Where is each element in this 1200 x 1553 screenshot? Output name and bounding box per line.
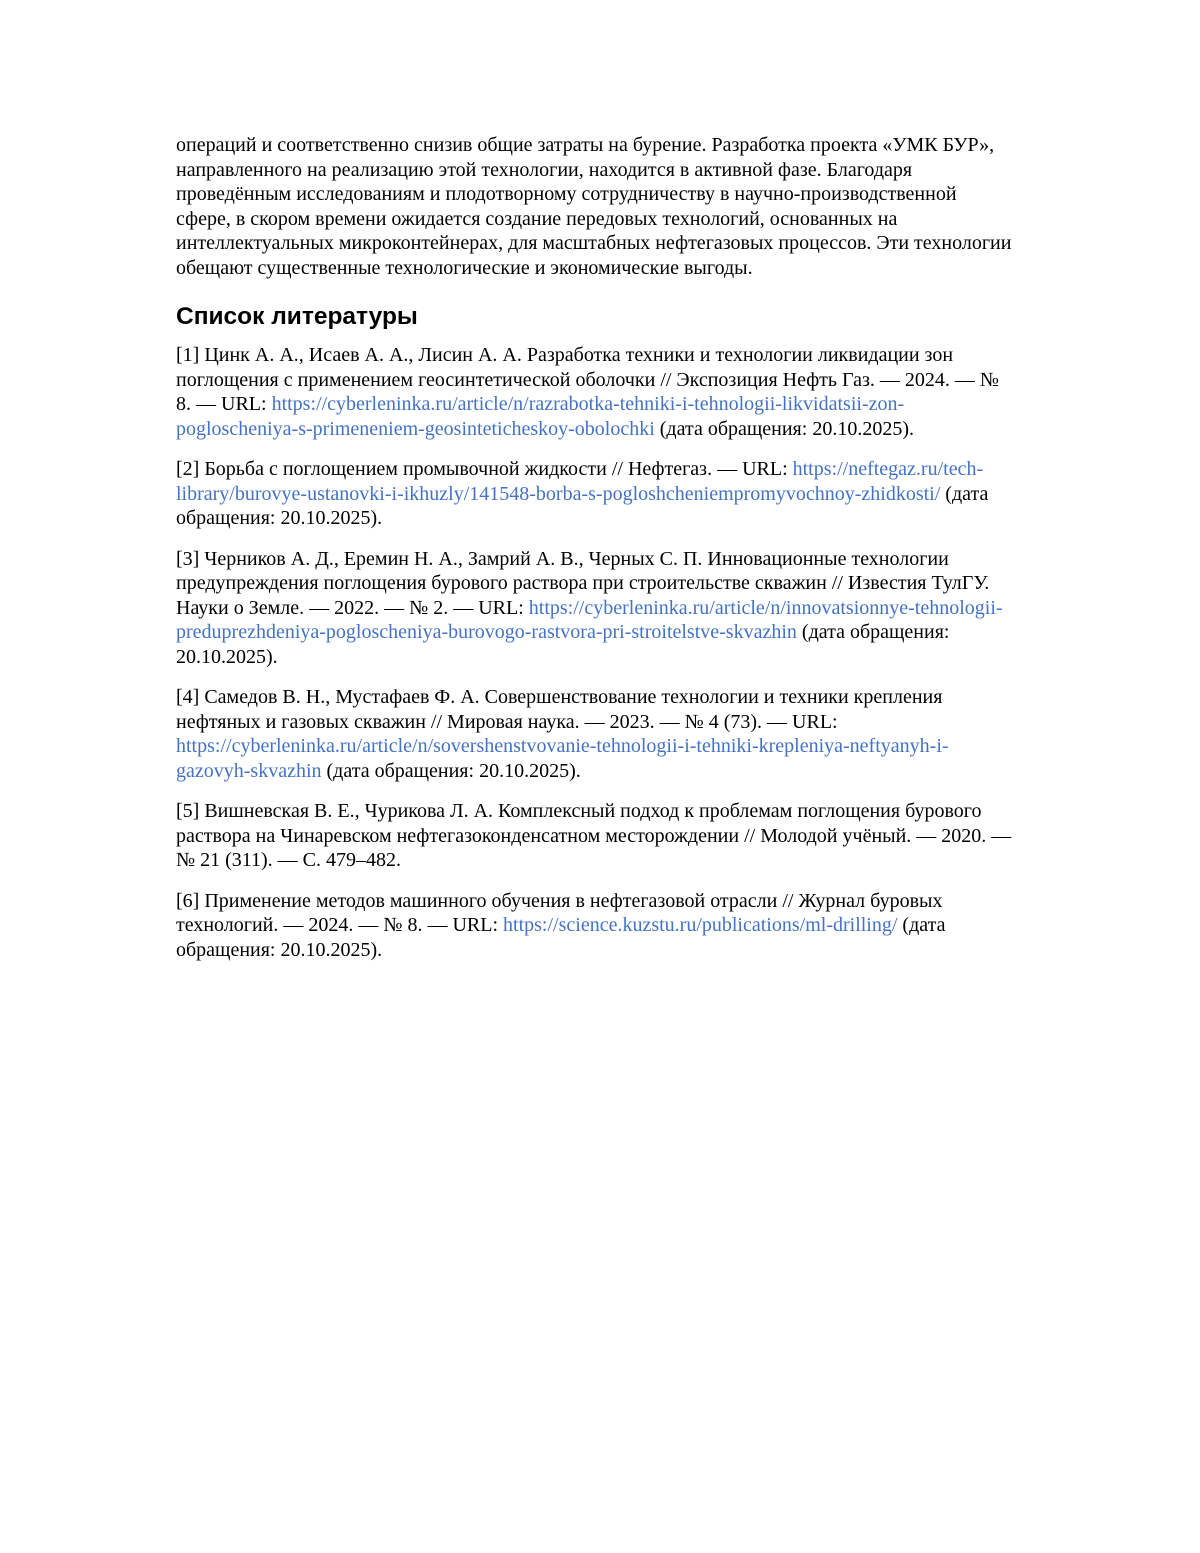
reference-link[interactable]: https://cyberleninka.ru/article/n/razrabotka-tehniki-i-tehnologii-likvidatsii-zon-pogloscheniya-s-primeneniem-geosinteticheskoy-obolochki — [176, 393, 905, 440]
reference-text: [3] Черников А. Д., Еремин Н. А., Замрий А. В., Черных С. П. Инновационные технологии предупреждения поглощения бурового раствора при строительстве скважин // Известия ТулГУ. Науки о Земле. — 2022. — № 2. — URL: — [176, 547, 990, 619]
reference-item — [176, 343, 1014, 441]
reference-item — [176, 799, 1014, 873]
reference-text: [6] Применение методов машинного обучения в нефтегазовой отрасли // Журнал буровых технологий. — 2024. — № 8. — URL: — [176, 889, 943, 936]
reference-link[interactable]: https://cyberleninka.ru/article/n/sovershenstvovanie-tehnologii-i-tehniki-krepleniya-neftyanyh-i-gazovyh-skvazhin — [176, 735, 949, 782]
reference-text: [4] Самедов В. Н., Мустафаев Ф. А. Совершенствование технологии и техники крепления нефтяных и газовых скважин // Мировая наука. — 2023. — № 4 (73). — URL: — [176, 686, 943, 733]
reference-text: [1] Цинк А. А., Исаев А. А., Лисин А. А. Разработка техники и технологии ликвидации зон поглощения с применением геосинтетической оболочки // Экспозиция Нефть Газ. — 2024. — № 8. — URL: — [176, 344, 999, 415]
reference-text: [5] Вишневская В. Е., Чурикова Л. А. Комплексный подход к проблемам поглощения бурового раствора на Чинаревском нефтегазоконденсатном месторождении // Молодой учёный. — 2020. — № 21 (311). — С. 479–482. — [176, 800, 1012, 871]
reference-text: [2] Борьба с поглощением промывочной жидкости // Нефтегаз. — URL: — [176, 458, 793, 480]
reference-item — [176, 889, 1014, 963]
reference-text: (дата обращения: 20.10.2025). — [321, 759, 581, 782]
bibliography-heading: Список литературы — [176, 303, 418, 330]
reference-text: (дата обращения: 20.10.2025). — [654, 417, 914, 440]
reference-text: (дата обращения: 20.10.2025). — [176, 482, 989, 529]
intro-paragraph: операций и соответственно снизив общие затраты на бурение. Разработка проекта «УМК БУР», направленного на реализацию этой технологии, находится в активной фазе. Благодаря проведённым исследованиям и плодотворному сотрудничеству в научно-производственной сфере, в скором времени ожидается создание передовых технологий, основанных на интеллектуальных микроконтейнерах, для масштабных нефтегазовых процессов. Эти технологии обещают существенные технологические и экономические выгоды. — [176, 134, 1012, 279]
reference-item — [176, 457, 1014, 531]
reference-link[interactable]: https://science.kuzstu.ru/publications/ml-drilling/ — [503, 914, 898, 936]
reference-link[interactable]: https://neftegaz.ru/tech-library/burovye-ustanovki-i-ikhuzly/141548-borba-s-pogloshcheniempromyvochnoy-zhidkosti/ — [176, 458, 984, 505]
reference-text: (дата обращения: 20.10.2025). — [176, 914, 946, 961]
reference-text: (дата обращения: 20.10.2025). — [176, 621, 950, 668]
reference-link[interactable]: https://cyberleninka.ru/article/n/innovatsionnye-tehnologii-preduprezhdeniya-pogloscheniya-burovogo-rastvora-pri-stroitelstve-skvazhin — [176, 596, 1003, 643]
reference-item — [176, 547, 1014, 670]
reference-item — [176, 685, 1014, 783]
references-list — [176, 343, 1014, 962]
